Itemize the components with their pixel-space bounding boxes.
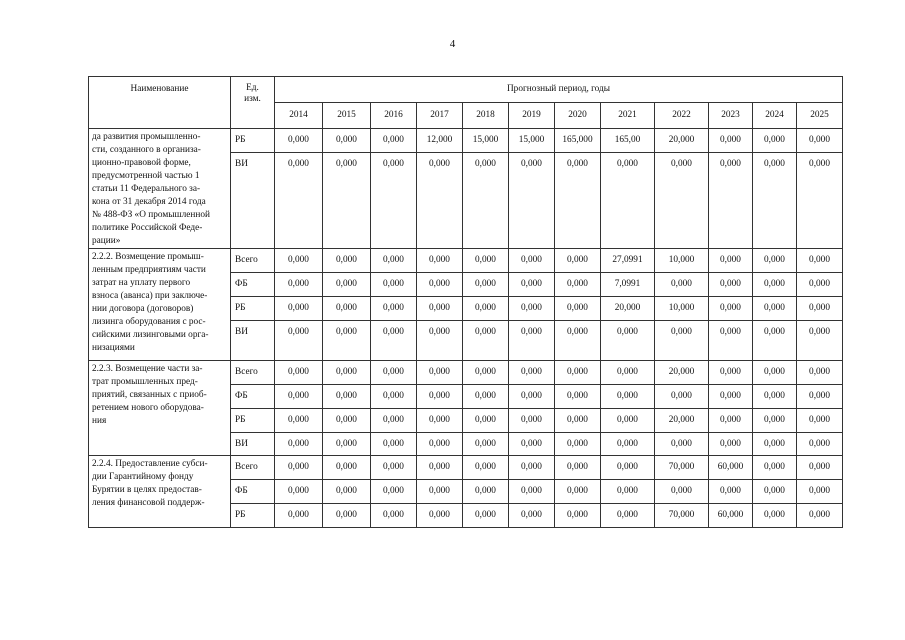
- value-cell: 0,000: [555, 504, 601, 528]
- header-year: 2015: [323, 103, 371, 129]
- item-name-line: трат промышленных пред-: [92, 377, 198, 387]
- header-period: Прогнозный период, годы: [275, 77, 843, 103]
- value-cell: 0,000: [709, 321, 753, 361]
- value-cell: 0,000: [371, 273, 417, 297]
- value-cell: 0,000: [709, 249, 753, 273]
- value-cell: 27,0991: [601, 249, 655, 273]
- value-cell: 0,000: [509, 273, 555, 297]
- value-cell: 70,000: [655, 456, 709, 480]
- value-cell: 0,000: [709, 480, 753, 504]
- unit-cell: ФБ: [231, 385, 275, 409]
- value-cell: 0,000: [753, 361, 797, 385]
- value-cell: 0,000: [509, 321, 555, 361]
- value-cell: 0,000: [371, 456, 417, 480]
- value-cell: 0,000: [323, 129, 371, 153]
- unit-cell: Всего: [231, 249, 275, 273]
- value-cell: 0,000: [463, 385, 509, 409]
- unit-cell: ФБ: [231, 480, 275, 504]
- value-cell: 0,000: [797, 297, 843, 321]
- value-cell: 0,000: [463, 273, 509, 297]
- value-cell: 20,000: [655, 129, 709, 153]
- value-cell: 0,000: [601, 385, 655, 409]
- value-cell: 0,000: [463, 321, 509, 361]
- header-year: 2024: [753, 103, 797, 129]
- value-cell: 0,000: [323, 153, 371, 249]
- value-cell: 0,000: [417, 385, 463, 409]
- item-name-line: статьи 11 Федерального за-: [92, 184, 201, 194]
- value-cell: 0,000: [463, 361, 509, 385]
- item-name-line: приятий, связанных с приоб-: [92, 390, 207, 400]
- value-cell: 0,000: [555, 273, 601, 297]
- value-cell: 0,000: [323, 433, 371, 456]
- value-cell: 0,000: [709, 273, 753, 297]
- value-cell: 0,000: [463, 297, 509, 321]
- value-cell: 0,000: [509, 361, 555, 385]
- value-cell: 0,000: [275, 385, 323, 409]
- value-cell: 0,000: [371, 321, 417, 361]
- value-cell: 0,000: [655, 273, 709, 297]
- value-cell: 0,000: [323, 321, 371, 361]
- item-name-cell: [89, 361, 231, 456]
- value-cell: 70,000: [655, 504, 709, 528]
- table-row: [89, 361, 843, 385]
- item-name-line: затрат на уплату первого: [92, 278, 191, 288]
- value-cell: 0,000: [275, 409, 323, 433]
- item-name-line: предусмотренной частью 1: [92, 171, 200, 181]
- item-name-line: № 488-ФЗ «О промышленной: [92, 210, 210, 220]
- header-year: 2019: [509, 103, 555, 129]
- value-cell: 0,000: [709, 385, 753, 409]
- unit-cell: Всего: [231, 361, 275, 385]
- value-cell: 0,000: [797, 129, 843, 153]
- value-cell: 165,000: [555, 129, 601, 153]
- value-cell: 0,000: [417, 480, 463, 504]
- item-name-line: лизинга оборудования с рос-: [92, 317, 206, 327]
- value-cell: 0,000: [797, 504, 843, 528]
- value-cell: 0,000: [509, 409, 555, 433]
- value-cell: 0,000: [797, 321, 843, 361]
- value-cell: 0,000: [753, 129, 797, 153]
- value-cell: 20,000: [655, 361, 709, 385]
- value-cell: 60,000: [709, 456, 753, 480]
- value-cell: 0,000: [655, 480, 709, 504]
- value-cell: 20,000: [601, 297, 655, 321]
- value-cell: 0,000: [555, 249, 601, 273]
- value-cell: 0,000: [275, 273, 323, 297]
- table-row: [89, 129, 843, 153]
- value-cell: 0,000: [323, 480, 371, 504]
- value-cell: 0,000: [275, 249, 323, 273]
- value-cell: 0,000: [417, 321, 463, 361]
- value-cell: 0,000: [275, 129, 323, 153]
- item-name-line: дии Гарантийному фонду: [92, 472, 194, 482]
- header-year: 2020: [555, 103, 601, 129]
- value-cell: 0,000: [797, 153, 843, 249]
- value-cell: 0,000: [371, 249, 417, 273]
- value-cell: 0,000: [797, 273, 843, 297]
- table-body: [89, 129, 843, 528]
- value-cell: 0,000: [797, 249, 843, 273]
- value-cell: 0,000: [509, 433, 555, 456]
- item-name-line: ционно-правовой форме,: [92, 158, 191, 168]
- value-cell: 0,000: [601, 504, 655, 528]
- value-cell: 0,000: [463, 249, 509, 273]
- value-cell: 0,000: [417, 433, 463, 456]
- table-row: [89, 249, 843, 273]
- value-cell: 0,000: [709, 129, 753, 153]
- value-cell: 0,000: [463, 504, 509, 528]
- value-cell: 0,000: [709, 297, 753, 321]
- value-cell: 0,000: [753, 249, 797, 273]
- value-cell: 0,000: [275, 456, 323, 480]
- value-cell: 0,000: [275, 480, 323, 504]
- header-year: 2014: [275, 103, 323, 129]
- value-cell: 0,000: [555, 153, 601, 249]
- value-cell: 0,000: [275, 433, 323, 456]
- unit-cell: Всего: [231, 456, 275, 480]
- value-cell: 0,000: [371, 504, 417, 528]
- unit-cell: ВИ: [231, 153, 275, 249]
- value-cell: 0,000: [371, 409, 417, 433]
- value-cell: 0,000: [601, 433, 655, 456]
- value-cell: 0,000: [371, 433, 417, 456]
- header-year: 2023: [709, 103, 753, 129]
- value-cell: 0,000: [753, 385, 797, 409]
- value-cell: 0,000: [753, 433, 797, 456]
- value-cell: 0,000: [509, 249, 555, 273]
- value-cell: 0,000: [709, 433, 753, 456]
- value-cell: 0,000: [655, 433, 709, 456]
- header-unit-line1: Ед.: [246, 83, 259, 93]
- unit-cell: РБ: [231, 504, 275, 528]
- value-cell: 0,000: [275, 361, 323, 385]
- item-name-line: сти, созданного в организа-: [92, 145, 201, 155]
- value-cell: 0,000: [753, 273, 797, 297]
- value-cell: 0,000: [797, 433, 843, 456]
- value-cell: 0,000: [509, 456, 555, 480]
- value-cell: 0,000: [555, 385, 601, 409]
- value-cell: 0,000: [601, 480, 655, 504]
- value-cell: 0,000: [417, 504, 463, 528]
- value-cell: 0,000: [753, 480, 797, 504]
- value-cell: 0,000: [417, 361, 463, 385]
- value-cell: 0,000: [371, 297, 417, 321]
- value-cell: 0,000: [655, 153, 709, 249]
- value-cell: 0,000: [709, 153, 753, 249]
- value-cell: 0,000: [417, 273, 463, 297]
- value-cell: 0,000: [509, 385, 555, 409]
- value-cell: 0,000: [463, 409, 509, 433]
- value-cell: 0,000: [323, 361, 371, 385]
- value-cell: 0,000: [709, 361, 753, 385]
- value-cell: 10,000: [655, 297, 709, 321]
- unit-cell: РБ: [231, 409, 275, 433]
- value-cell: 0,000: [655, 321, 709, 361]
- value-cell: 0,000: [463, 480, 509, 504]
- value-cell: 0,000: [555, 456, 601, 480]
- value-cell: 15,000: [463, 129, 509, 153]
- value-cell: 0,000: [463, 153, 509, 249]
- value-cell: 0,000: [753, 321, 797, 361]
- header-year: 2018: [463, 103, 509, 129]
- header-year: 2022: [655, 103, 709, 129]
- value-cell: 0,000: [555, 297, 601, 321]
- unit-cell: ВИ: [231, 321, 275, 361]
- value-cell: 0,000: [709, 409, 753, 433]
- item-name-line: 2.2.3. Возмещение части за-: [92, 364, 203, 374]
- value-cell: 0,000: [797, 361, 843, 385]
- value-cell: 0,000: [463, 456, 509, 480]
- header-unit: [231, 77, 275, 129]
- item-name-cell: [89, 456, 231, 528]
- item-name-cell: [89, 249, 231, 361]
- header-year: 2025: [797, 103, 843, 129]
- item-name-line: ленным предприятиям части: [92, 265, 206, 275]
- value-cell: 0,000: [371, 385, 417, 409]
- value-cell: 20,000: [655, 409, 709, 433]
- value-cell: 0,000: [555, 361, 601, 385]
- header-name: Наименование: [89, 77, 231, 129]
- item-name-line: ния: [92, 416, 107, 426]
- value-cell: 0,000: [601, 361, 655, 385]
- value-cell: 0,000: [275, 321, 323, 361]
- value-cell: 0,000: [797, 385, 843, 409]
- item-name-line: низациями: [92, 343, 135, 353]
- value-cell: 0,000: [417, 249, 463, 273]
- unit-cell: РБ: [231, 129, 275, 153]
- value-cell: 0,000: [417, 297, 463, 321]
- value-cell: 0,000: [753, 297, 797, 321]
- value-cell: 0,000: [555, 480, 601, 504]
- value-cell: 15,000: [509, 129, 555, 153]
- value-cell: 0,000: [797, 456, 843, 480]
- value-cell: 0,000: [417, 456, 463, 480]
- item-name-line: кона от 31 декабря 2014 года: [92, 197, 206, 207]
- value-cell: 0,000: [371, 480, 417, 504]
- value-cell: 0,000: [417, 409, 463, 433]
- value-cell: 0,000: [371, 153, 417, 249]
- value-cell: 165,00: [601, 129, 655, 153]
- value-cell: 0,000: [323, 504, 371, 528]
- unit-cell: ВИ: [231, 433, 275, 456]
- value-cell: 0,000: [753, 153, 797, 249]
- value-cell: 0,000: [797, 480, 843, 504]
- value-cell: 0,000: [509, 297, 555, 321]
- table-header: [89, 77, 843, 129]
- value-cell: 7,0991: [601, 273, 655, 297]
- value-cell: 0,000: [797, 409, 843, 433]
- header-year: 2016: [371, 103, 417, 129]
- value-cell: 0,000: [323, 273, 371, 297]
- value-cell: 0,000: [555, 433, 601, 456]
- value-cell: 0,000: [601, 153, 655, 249]
- value-cell: 0,000: [323, 385, 371, 409]
- value-cell: 0,000: [753, 456, 797, 480]
- value-cell: 0,000: [323, 456, 371, 480]
- value-cell: 0,000: [555, 409, 601, 433]
- value-cell: 0,000: [509, 153, 555, 249]
- item-name-line: 2.2.2. Возмещение промыш-: [92, 252, 204, 262]
- table-row: [89, 456, 843, 480]
- unit-cell: РБ: [231, 297, 275, 321]
- header-unit-line2: изм.: [244, 94, 261, 104]
- value-cell: 0,000: [275, 153, 323, 249]
- value-cell: 0,000: [323, 297, 371, 321]
- item-name-line: взноса (аванса) при заключе-: [92, 291, 208, 301]
- page-number: 4: [449, 38, 456, 50]
- value-cell: 0,000: [371, 361, 417, 385]
- value-cell: 0,000: [601, 321, 655, 361]
- value-cell: 0,000: [753, 409, 797, 433]
- header-year: 2021: [601, 103, 655, 129]
- item-name-line: Бурятии в целях предостав-: [92, 485, 202, 495]
- value-cell: 0,000: [371, 129, 417, 153]
- value-cell: 0,000: [509, 504, 555, 528]
- value-cell: 0,000: [753, 504, 797, 528]
- item-name-line: политике Российской Феде-: [92, 223, 203, 233]
- value-cell: 0,000: [509, 480, 555, 504]
- item-name-line: рации»: [92, 236, 121, 246]
- value-cell: 12,000: [417, 129, 463, 153]
- item-name-line: ретением нового оборудова-: [92, 403, 204, 413]
- value-cell: 10,000: [655, 249, 709, 273]
- value-cell: 0,000: [601, 409, 655, 433]
- value-cell: 0,000: [555, 321, 601, 361]
- value-cell: 0,000: [463, 433, 509, 456]
- value-cell: 0,000: [323, 249, 371, 273]
- value-cell: 0,000: [323, 409, 371, 433]
- item-name-cell: [89, 129, 231, 249]
- item-name-line: ления финансовой поддерж-: [92, 498, 205, 508]
- value-cell: 0,000: [275, 297, 323, 321]
- item-name-line: нии договора (договоров): [92, 304, 194, 314]
- value-cell: 0,000: [417, 153, 463, 249]
- value-cell: 0,000: [655, 385, 709, 409]
- item-name-line: да развития промышленно-: [92, 132, 201, 142]
- header-year: 2017: [417, 103, 463, 129]
- unit-cell: ФБ: [231, 273, 275, 297]
- item-name-line: 2.2.4. Предоставление субси-: [92, 459, 208, 469]
- forecast-table: [88, 76, 843, 528]
- item-name-line: сийскими лизинговыми орга-: [92, 330, 209, 340]
- value-cell: 60,000: [709, 504, 753, 528]
- value-cell: 0,000: [275, 504, 323, 528]
- value-cell: 0,000: [601, 456, 655, 480]
